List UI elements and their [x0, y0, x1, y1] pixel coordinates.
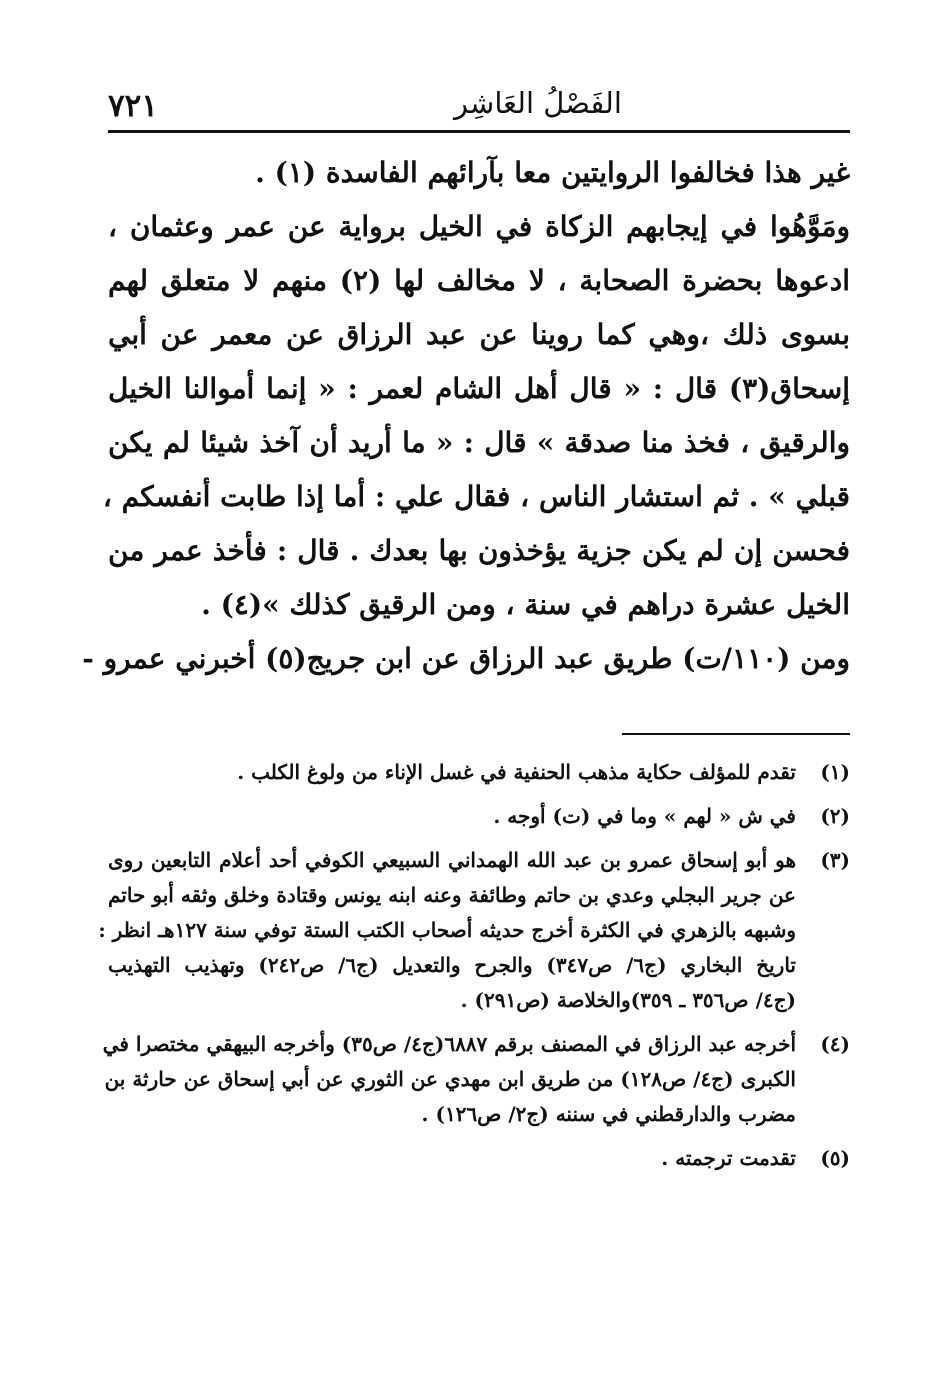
page-number: ٧٢١ — [108, 88, 158, 124]
footnote-line: هو أبو إسحاق عمرو بن عبد الله الهمداني السبيعي الكوفي أحد أعلام التابعين روى — [108, 848, 796, 872]
footnote-3 — [98, 843, 850, 1018]
footnote-line: وشبهه بالزهري في الكثرة أخرج حديثه أصحاب الكتب الستة توفي سنة ١٢٧هـ انظر : — [98, 918, 796, 942]
footnote-5 — [108, 1141, 850, 1176]
text-line: قبلي » . ثم استشار الناس ، فقال علي : أما إذا طابت أنفسكم ، — [102, 480, 850, 513]
header-rule — [108, 130, 850, 133]
footnotes — [98, 755, 850, 1185]
text-line: ادعوها بحضرة الصحابة ، لا مخالف لها (٢) منهم لا متعلق لهم — [108, 264, 850, 297]
footnote-line: مضرب والدارقطني في سننه (ج٢/ ص١٢٦) . — [421, 1102, 796, 1126]
footnote-line: تقدم للمؤلف حكاية مذهب الحنفية في غسل الإناء من ولوغ الكلب . — [237, 760, 796, 784]
text-line: والرقيق ، فخذ منا صدقة » قال : « ما أريد أن آخذ شيئا لم يكن — [108, 426, 850, 459]
footnote-line: تاريخ البخاري (ج٦/ ص٣٤٧) والجرح والتعديل (ج٦/ ص٢٤٢) وتهذيب التهذيب — [108, 953, 796, 977]
text-line: بسوى ذلك ،وهي كما روينا عن عبد الرزاق عن معمر عن أبي — [108, 318, 850, 351]
footnote-separator — [622, 733, 850, 735]
main-text — [82, 146, 850, 686]
page-header — [108, 82, 848, 132]
footnote-line: الكبرى (ج٤/ ص١٢٨) من طريق ابن مهدي عن الثوري عن أبي إسحاق عن حارثة بن — [104, 1067, 796, 1091]
footnote-number: (١) — [820, 760, 850, 784]
text-line: إسحاق(٣) قال : « قال أهل الشام لعمر : « إنما أموالنا الخيل — [108, 372, 850, 405]
footnote-1 — [108, 755, 850, 790]
text-line: الخيل عشرة دراهم في سنة ، ومن الرقيق كذلك »(٤) . — [201, 588, 850, 621]
footnote-number: (٣) — [820, 848, 850, 872]
footnote-line: أخرجه عبد الرزاق في المصنف برقم ٦٨٨٧(ج٤/ ص٣٥) وأخرجه البيهقي مختصرا في — [102, 1032, 796, 1056]
text-line: ومَوَّهُوا في إيجابهم الزكاة في الخيل برواية عن عمر وعثمان ، — [108, 210, 850, 243]
text-line: غير هذا فخالفوا الروايتين معا بآرائهم الفاسدة (١) . — [255, 156, 850, 189]
footnote-line: عن جرير البجلي وعدي بن حاتم وطائفة وعنه ابنه يونس وقتادة وخلق وثقه أبو حاتم — [108, 883, 796, 907]
footnote-4 — [102, 1027, 850, 1132]
footnote-2 — [108, 799, 850, 834]
running-title: الفَصْلُ العَاشِر — [454, 86, 622, 120]
footnote-number: (٥) — [820, 1146, 850, 1170]
footnote-number: (٢) — [820, 804, 850, 828]
footnote-line: في ش « لهم » وما في (ت) أوجه . — [493, 804, 796, 828]
text-line: ومن (١١٠/ت) طريق عبد الرزاق عن ابن جريج(٥) أخبرني عمرو - — [82, 642, 850, 675]
footnote-line: (ج٤/ ص٣٥٦ ـ ٣٥٩)والخلاصة (ص٢٩١) . — [460, 988, 796, 1012]
text-line: فحسن إن لم يكن جزية يؤخذون بها بعدك . قال : فأخذ عمر من — [108, 534, 850, 567]
footnote-number: (٤) — [820, 1032, 850, 1056]
footnote-line: تقدمت ترجمته . — [661, 1146, 796, 1170]
